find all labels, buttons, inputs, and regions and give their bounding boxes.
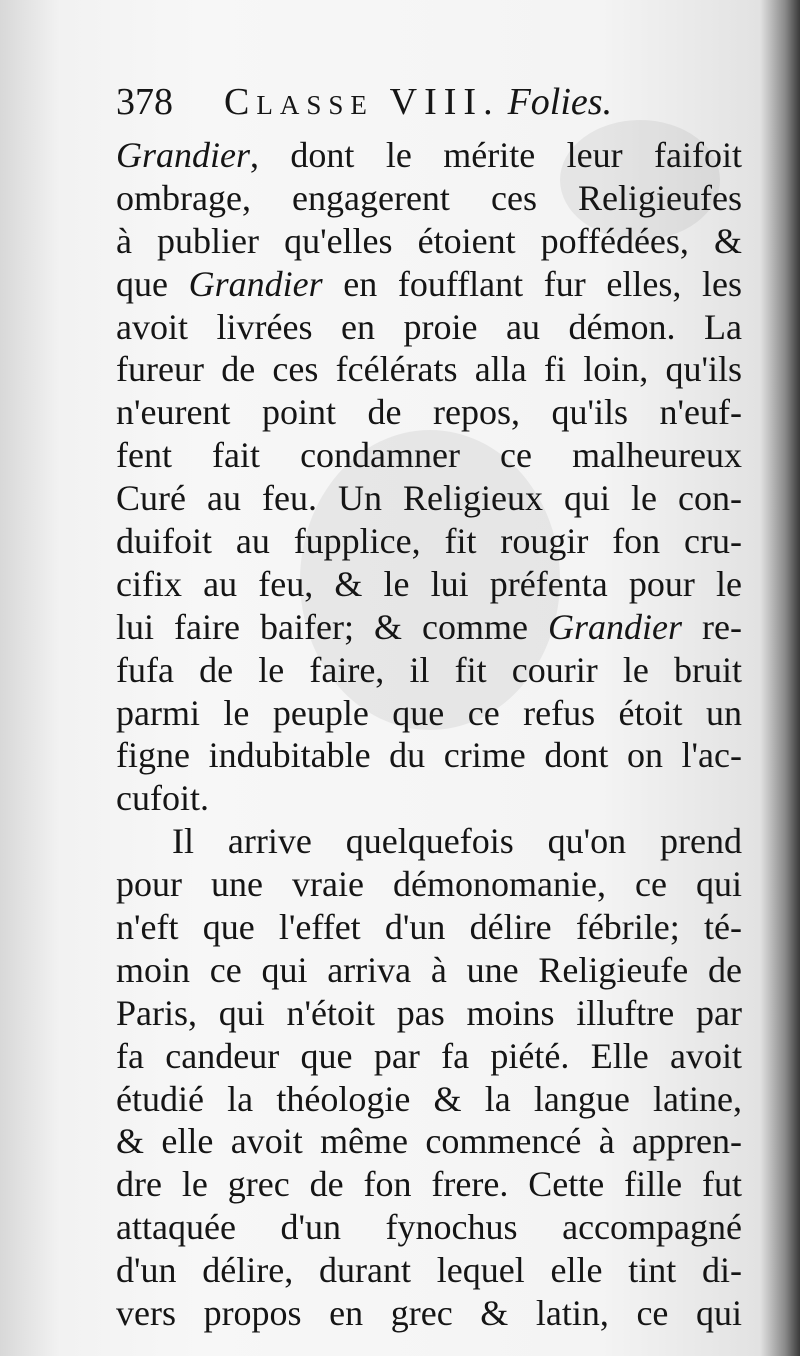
text-segment: cufoit. bbox=[116, 778, 209, 819]
text-segment: d'un délire, durant lequel elle tint di- bbox=[116, 1250, 742, 1291]
text-segment: Il arrive quelquefois qu'on prend bbox=[172, 821, 742, 862]
text-line bbox=[116, 1292, 742, 1335]
text-line bbox=[116, 863, 742, 906]
text-line bbox=[116, 649, 742, 692]
text-line bbox=[116, 906, 742, 949]
text-line bbox=[116, 1078, 742, 1121]
text-segment: lui faire baifer; & comme bbox=[116, 606, 548, 647]
text-segment: Curé au feu. Un Religieux qui le con- bbox=[116, 478, 742, 519]
italic-name: Grandier bbox=[116, 135, 250, 175]
text-line bbox=[116, 477, 742, 520]
text-segment: étudié la théologie & la langue latine, bbox=[116, 1078, 742, 1119]
text-line bbox=[116, 177, 742, 220]
page-number: 378 bbox=[116, 81, 173, 123]
text-line bbox=[116, 263, 742, 306]
text-line bbox=[116, 563, 742, 606]
text-line bbox=[116, 992, 742, 1035]
body-text bbox=[116, 134, 742, 1335]
text-segment: attaquée d'un fynochus accompagné bbox=[116, 1207, 742, 1248]
text-segment: moin ce qui arriva à une Religieufe de bbox=[116, 949, 742, 990]
text-segment: à publier qu'elles étoient poffédées, & bbox=[116, 220, 742, 261]
text-line bbox=[116, 1120, 742, 1163]
text-segment: re- bbox=[682, 606, 742, 647]
text-segment: vers propos en grec & latin, ce qui bbox=[116, 1293, 742, 1334]
text-line bbox=[116, 348, 742, 391]
text-segment: fufa de le faire, il fit courir le bruit bbox=[116, 649, 742, 690]
text-segment: que bbox=[116, 263, 189, 304]
text-segment: pour une vraie démonomanie, ce qui bbox=[116, 864, 742, 905]
text-segment: figne indubitable du crime dont on l'ac- bbox=[116, 735, 742, 776]
text-line bbox=[116, 1035, 742, 1078]
text-segment: & elle avoit même commencé à appren- bbox=[116, 1121, 742, 1162]
text-line bbox=[116, 949, 742, 992]
text-line bbox=[116, 606, 742, 649]
running-head bbox=[116, 70, 742, 134]
text-line bbox=[116, 1249, 742, 1292]
text-line bbox=[116, 434, 742, 477]
text-line bbox=[116, 220, 742, 263]
text-line bbox=[116, 734, 742, 777]
text-segment: fa candeur que par fa piété. Elle avoit bbox=[116, 1035, 742, 1076]
text-segment: n'eurent point de repos, qu'ils n'euf- bbox=[116, 392, 742, 433]
classe-heading: Classe VIII. bbox=[224, 81, 500, 123]
text-segment: cifix au feu, & le lui préfenta pour le bbox=[116, 563, 742, 604]
text-segment: avoit livrées en proie au démon. La bbox=[116, 306, 742, 347]
section-title: Folies. bbox=[507, 81, 613, 123]
printed-page bbox=[116, 70, 742, 1335]
text-segment: fent fait condamner ce malheureux bbox=[116, 435, 742, 476]
text-segment: parmi le peuple que ce refus étoit un bbox=[116, 692, 742, 733]
text-segment: dre le grec de fon frere. Cette fille fut bbox=[116, 1164, 742, 1205]
text-line bbox=[116, 306, 742, 349]
text-line bbox=[116, 1163, 742, 1206]
text-segment: en foufflant fur elles, les bbox=[322, 263, 743, 304]
text-line bbox=[116, 391, 742, 434]
text-line bbox=[116, 820, 742, 863]
text-line bbox=[116, 134, 742, 177]
text-segment: n'eft que l'effet d'un délire fébrile; té- bbox=[116, 907, 742, 948]
text-line bbox=[116, 692, 742, 735]
text-line bbox=[116, 777, 742, 820]
italic-name: Grandier bbox=[548, 606, 682, 647]
text-segment: duifoit au fupplice, fit rougir fon cru- bbox=[116, 521, 742, 562]
text-line bbox=[116, 1206, 742, 1249]
text-segment: Paris, qui n'étoit pas moins illuftre par bbox=[116, 992, 742, 1033]
text-line bbox=[116, 520, 742, 563]
text-segment: ombrage, engagerent ces Religieufes bbox=[116, 177, 742, 218]
text-segment: , dont le mérite leur faifoit bbox=[250, 135, 742, 175]
text-segment: fureur de ces fcélérats alla fi loin, qu'ils bbox=[116, 349, 742, 390]
italic-name: Grandier bbox=[188, 263, 323, 304]
